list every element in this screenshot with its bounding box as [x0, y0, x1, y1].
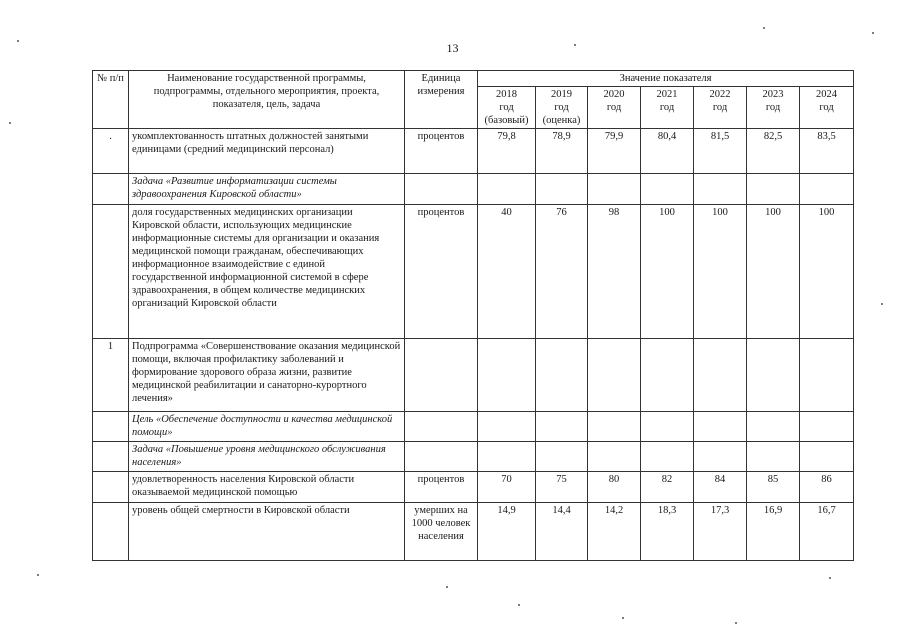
- year-word: год: [554, 102, 569, 113]
- value-cell: 81,5: [694, 129, 747, 174]
- year-label: 2023: [762, 89, 784, 100]
- year-label: 2021: [656, 89, 678, 100]
- table-row: [93, 339, 854, 412]
- value-cell: 100: [694, 205, 747, 339]
- value-cell: 75: [536, 472, 588, 503]
- value-cell: [747, 174, 800, 205]
- value-cell: 86: [800, 472, 854, 503]
- table-header: [93, 71, 854, 129]
- value-cell: [747, 339, 800, 412]
- scan-speck: [763, 27, 765, 29]
- year-note: (оценка): [542, 115, 581, 126]
- goal-name: Цель «Обеспечение доступности и качества медицинской помощи»: [129, 412, 405, 442]
- row-unit: процентов: [405, 205, 478, 339]
- value-cell: 79,8: [478, 129, 536, 174]
- value-cell: [536, 174, 588, 205]
- row-name: уровень общей смертности в Кировской области: [129, 503, 405, 561]
- scan-speck: [446, 586, 448, 588]
- value-cell: 84: [694, 472, 747, 503]
- row-name: удовлетворенность населения Кировской области оказываемой медицинской помощью: [129, 472, 405, 503]
- table-row: [93, 205, 854, 339]
- row-unit: процентов: [405, 129, 478, 174]
- value-cell: 70: [478, 472, 536, 503]
- year-word: год: [819, 102, 834, 113]
- value-cell: [588, 174, 641, 205]
- value-cell: 16,9: [747, 503, 800, 561]
- scan-speck: [881, 303, 883, 305]
- row-number: .: [93, 129, 129, 174]
- value-cell: [747, 442, 800, 472]
- value-cell: 98: [588, 205, 641, 339]
- value-cell: [641, 412, 694, 442]
- row-number: [93, 503, 129, 561]
- header-year: [800, 87, 854, 129]
- task-name: Задача «Развитие информатизации системы здравоохранения Кировской области»: [129, 174, 405, 205]
- year-word: год: [712, 102, 728, 113]
- row-number: [93, 442, 129, 472]
- value-cell: 100: [641, 205, 694, 339]
- scan-speck: [9, 122, 11, 124]
- row-unit: [405, 339, 478, 412]
- value-cell: [800, 339, 854, 412]
- task-name: Задача «Повышение уровня медицинского обслуживания населения»: [129, 442, 405, 472]
- value-cell: [536, 412, 588, 442]
- value-cell: 100: [800, 205, 854, 339]
- scan-speck: [518, 604, 520, 606]
- year-label: 2019: [551, 89, 572, 100]
- value-cell: [536, 339, 588, 412]
- value-cell: [800, 412, 854, 442]
- table-row: [93, 129, 854, 174]
- value-cell: [641, 174, 694, 205]
- value-cell: 85: [747, 472, 800, 503]
- value-cell: [588, 339, 641, 412]
- value-cell: 16,7: [800, 503, 854, 561]
- row-number: [93, 472, 129, 503]
- value-cell: [694, 412, 747, 442]
- scan-speck: [622, 617, 624, 619]
- value-cell: 18,3: [641, 503, 694, 561]
- row-number: [93, 412, 129, 442]
- header-number: № п/п: [93, 71, 129, 129]
- row-number: [93, 205, 129, 339]
- row-name: укомплектованность штатных должностей занятыми единицами (средний медицинский персонал): [129, 129, 405, 174]
- table-row: [93, 412, 854, 442]
- year-label: 2020: [603, 89, 625, 100]
- scan-speck: [37, 574, 39, 576]
- header-year: [694, 87, 747, 129]
- value-cell: [641, 339, 694, 412]
- value-cell: 82: [641, 472, 694, 503]
- value-cell: 14,2: [588, 503, 641, 561]
- table-row: [93, 442, 854, 472]
- value-cell: 78,9: [536, 129, 588, 174]
- year-label: 2022: [709, 89, 731, 100]
- year-note: (базовый): [484, 115, 529, 126]
- scan-speck: [735, 622, 737, 624]
- row-number: 1: [93, 339, 129, 412]
- row-name: доля государственных медицинских организации Кировской области, использующих медицинские информационные системы для организации и оказания медицинской помощи гражданам, обеспечивающих информационное взаимодействие с единой государственной информационной системой в сфере здравоохранения, в общем количестве медицинских организаций Кировской области: [129, 205, 405, 339]
- subprogram-name: Подпрограмма «Совершенствование оказания медицинской помощи, включая профилактику заболеваний и формирование здорового образа жизни, развитие медицинской реабилитации и санаторно-курортного лечения»: [129, 339, 405, 412]
- row-unit: умерших на 1000 человек населения: [405, 503, 478, 561]
- value-cell: [478, 442, 536, 472]
- value-cell: [694, 174, 747, 205]
- table-row: [93, 472, 854, 503]
- value-cell: 80: [588, 472, 641, 503]
- row-unit: процентов: [405, 472, 478, 503]
- value-cell: [694, 339, 747, 412]
- header-year: [478, 87, 536, 129]
- scan-speck: [17, 40, 19, 42]
- page-number: 13: [446, 41, 459, 55]
- value-cell: [800, 174, 854, 205]
- value-cell: [694, 442, 747, 472]
- header-year: [747, 87, 800, 129]
- table-row: [93, 503, 854, 561]
- value-cell: [478, 412, 536, 442]
- row-number: [93, 174, 129, 205]
- row-unit: [405, 442, 478, 472]
- header-year: [536, 87, 588, 129]
- value-cell: 14,9: [478, 503, 536, 561]
- header-year: [641, 87, 694, 129]
- indicators-table: [92, 70, 854, 561]
- year-label: 2018: [496, 89, 517, 100]
- scan-speck: [829, 577, 831, 579]
- header-unit: Единица измерения: [405, 71, 478, 129]
- value-cell: 76: [536, 205, 588, 339]
- value-cell: 100: [747, 205, 800, 339]
- value-cell: 17,3: [694, 503, 747, 561]
- scan-speck: [574, 44, 576, 46]
- value-cell: 82,5: [747, 129, 800, 174]
- scan-speck: [872, 32, 874, 34]
- header-values: Значение показателя: [478, 71, 854, 87]
- value-cell: 80,4: [641, 129, 694, 174]
- value-cell: [641, 442, 694, 472]
- value-cell: [478, 174, 536, 205]
- year-label: 2024: [816, 89, 838, 100]
- header-year: [588, 87, 641, 129]
- year-word: год: [659, 102, 675, 113]
- value-cell: [536, 442, 588, 472]
- value-cell: 79,9: [588, 129, 641, 174]
- value-cell: 40: [478, 205, 536, 339]
- value-cell: [588, 412, 641, 442]
- year-word: год: [606, 102, 622, 113]
- value-cell: [478, 339, 536, 412]
- value-cell: 83,5: [800, 129, 854, 174]
- table-row: [93, 174, 854, 205]
- header-name: Наименование государственной программы, подпрограммы, отдельного мероприятия, проекта, показателя, цель, задача: [129, 71, 405, 129]
- value-cell: [588, 442, 641, 472]
- year-word: год: [499, 102, 514, 113]
- value-cell: [800, 442, 854, 472]
- value-cell: 14,4: [536, 503, 588, 561]
- row-unit: [405, 412, 478, 442]
- year-word: год: [765, 102, 781, 113]
- value-cell: [747, 412, 800, 442]
- row-unit: [405, 174, 478, 205]
